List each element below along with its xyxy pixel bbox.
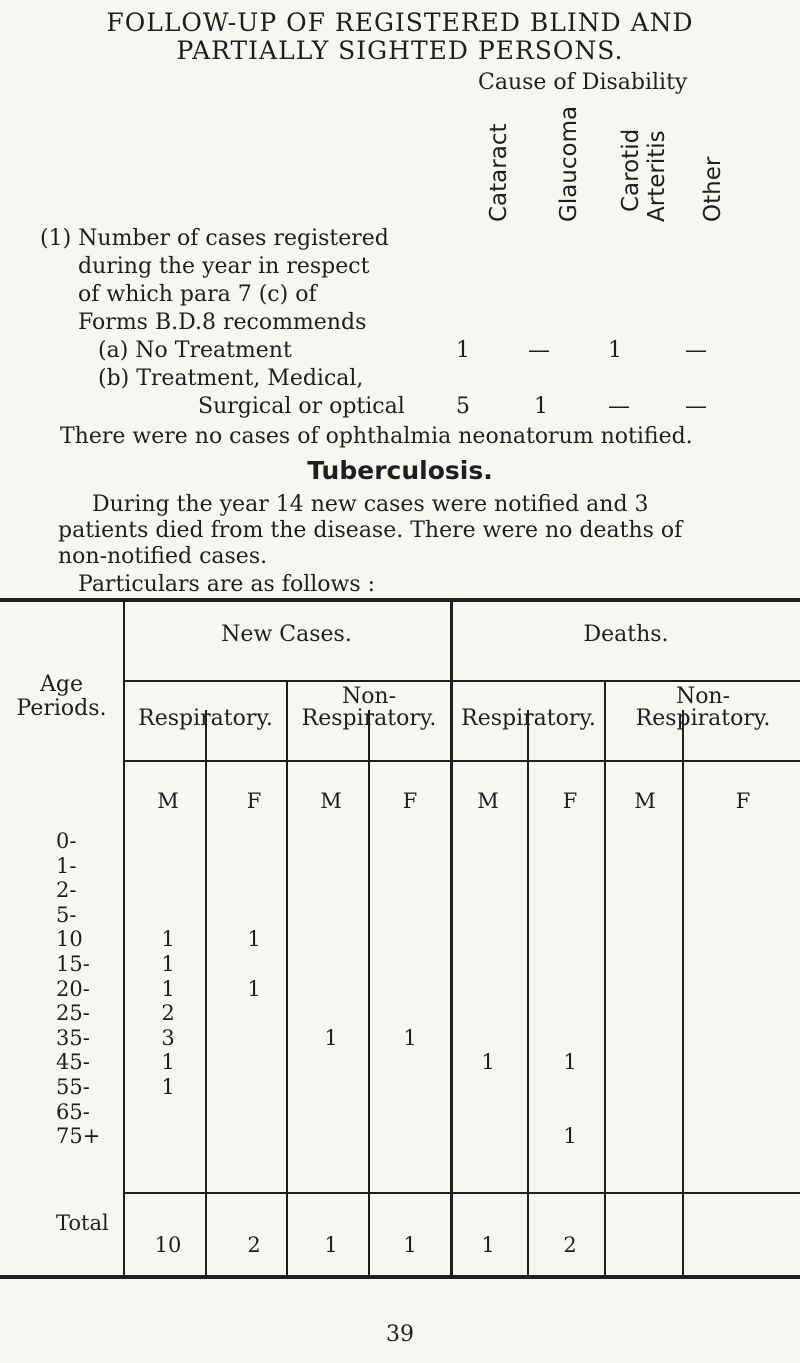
total-new-resp-m: 10 — [154, 1233, 182, 1257]
total-deaths-resp-m: 1 — [481, 1233, 495, 1257]
particulars-intro: Particulars are as follows : — [78, 572, 376, 597]
cause-heading: Cause of Disability — [478, 70, 688, 95]
hdr-new-cases: New Cases. — [221, 622, 352, 647]
a-other: — — [685, 338, 707, 363]
rule-under-groups — [125, 680, 800, 682]
tb-heading: Tuberculosis. — [307, 456, 493, 485]
hdr-deaths: Deaths. — [583, 622, 669, 647]
hdr-new-resp: Respiratory. — [138, 706, 273, 731]
cell-new-resp-m: 3 — [161, 1026, 175, 1050]
hdr-f: F — [735, 789, 751, 813]
age-period: 10 — [56, 927, 83, 951]
vline-new-nonresp — [286, 680, 288, 1277]
hdr-new-non: Non- — [341, 684, 397, 709]
hdr-f: F — [562, 789, 578, 813]
total-new-nonresp-f: 1 — [403, 1233, 417, 1257]
total-new-resp-f: 2 — [247, 1233, 261, 1257]
age-period: 15- — [56, 952, 90, 976]
hdr-deaths-resp: Respiratory. — [461, 706, 596, 731]
hdr-new-nonresp: Respiratory. — [301, 706, 437, 731]
tb-para-line-3: non-notified cases. — [58, 544, 268, 569]
item1-line-1: (1) Number of cases registered — [40, 226, 389, 251]
item-a-label: (a) No Treatment — [98, 338, 292, 363]
hdr-deaths-nonresp: Respiratory. — [635, 706, 771, 731]
item1-line-4: Forms B.D.8 recommends — [78, 310, 367, 335]
age-period: 1- — [56, 854, 77, 878]
hdr-f: F — [246, 789, 262, 813]
tb-para-line-1: During the year 14 new cases were notified and 3 — [92, 492, 649, 517]
total-new-nonresp-m: 1 — [324, 1233, 338, 1257]
item-b-label-1: (b) Treatment, Medical, — [98, 366, 364, 391]
cell-new-resp-m: 1 — [161, 1075, 175, 1099]
vline-mf-4 — [682, 710, 684, 1277]
cell-new-nonresp-m: 1 — [324, 1026, 338, 1050]
rule-above-totals — [125, 1192, 800, 1194]
cell-deaths-resp-f: 1 — [563, 1124, 577, 1148]
cell-deaths-resp-m: 1 — [481, 1050, 495, 1074]
col-carotid: Carotid — [618, 128, 644, 212]
a-cataract: 1 — [456, 338, 470, 363]
hdr-m: M — [157, 789, 179, 813]
hdr-deaths-non: Non- — [675, 684, 731, 709]
hdr-periods: Periods. — [16, 696, 107, 721]
item1-line-3: of which para 7 (c) of — [78, 282, 317, 307]
title-line-2: PARTIALLY SIGHTED PERSONS. — [176, 36, 624, 65]
item-b-label-2: Surgical or optical — [198, 394, 405, 419]
item1-line-2: during the year in respect — [78, 254, 370, 279]
hdr-f: F — [402, 789, 418, 813]
total-deaths-resp-f: 2 — [563, 1233, 577, 1257]
b-other: — — [685, 394, 707, 419]
age-period: 55- — [56, 1075, 90, 1099]
cell-new-resp-m: 1 — [161, 927, 175, 951]
tb-para-line-2: patients died from the disease. There were no deaths of — [58, 518, 683, 543]
neonatorum-note: There were no cases of ophthalmia neonatorum notified. — [60, 424, 693, 449]
page-number: 39 — [386, 1322, 414, 1347]
vline-mf-3 — [527, 710, 529, 1277]
vline-age — [123, 600, 125, 1277]
age-period: 25- — [56, 1001, 90, 1025]
col-glaucoma: Glaucoma — [556, 105, 582, 222]
col-other: Other — [700, 156, 726, 222]
cell-new-resp-m: 2 — [161, 1001, 175, 1025]
a-glaucoma: — — [528, 338, 550, 363]
age-period: 45- — [56, 1050, 90, 1074]
cell-new-resp-f: 1 — [247, 977, 261, 1001]
hdr-age: Age — [40, 672, 83, 697]
b-cataract: 5 — [456, 394, 470, 419]
cell-deaths-resp-f: 1 — [563, 1050, 577, 1074]
a-carotid: 1 — [608, 338, 622, 363]
age-period: 65- — [56, 1100, 90, 1124]
hdr-m: M — [634, 789, 656, 813]
cell-new-nonresp-f: 1 — [403, 1026, 417, 1050]
age-period: 5- — [56, 903, 77, 927]
vline-deaths-nonresp — [604, 680, 606, 1277]
age-period: 35- — [56, 1026, 90, 1050]
title-line-1: FOLLOW-UP OF REGISTERED BLIND AND — [106, 8, 694, 37]
cell-new-resp-m: 1 — [161, 977, 175, 1001]
rule-under-subheads — [125, 760, 800, 762]
age-period: 20- — [56, 977, 90, 1001]
cell-new-resp-m: 1 — [161, 1050, 175, 1074]
col-cataract: Cataract — [486, 123, 512, 222]
vline-new-deaths — [450, 600, 453, 1277]
age-period: 0- — [56, 829, 77, 853]
cell-new-resp-m: 1 — [161, 952, 175, 976]
table-top-rule — [0, 598, 800, 602]
vline-mf-2 — [368, 710, 370, 1277]
age-period: 2- — [56, 878, 77, 902]
age-period: 75+ — [56, 1124, 101, 1148]
b-glaucoma: 1 — [534, 394, 548, 419]
cell-new-resp-f: 1 — [247, 927, 261, 951]
b-carotid: — — [608, 394, 630, 419]
total-label: Total — [56, 1211, 109, 1235]
vline-mf-1 — [205, 710, 207, 1277]
hdr-m: M — [320, 789, 342, 813]
col-arteritis: Arteritis — [644, 130, 670, 222]
table-bottom-rule — [0, 1275, 800, 1279]
hdr-m: M — [477, 789, 499, 813]
